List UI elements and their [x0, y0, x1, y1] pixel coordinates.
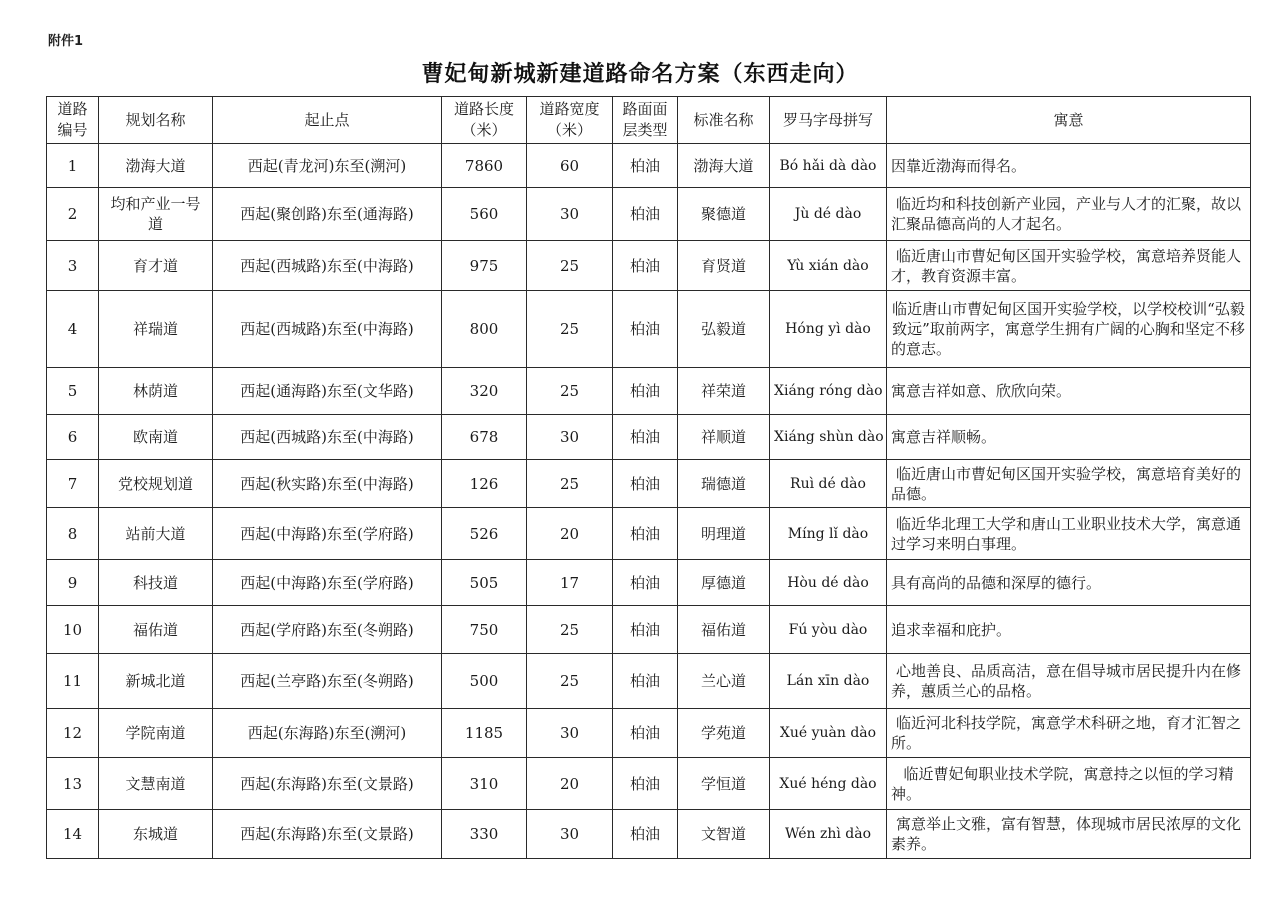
cell-pinyin: Hòu dé dào: [770, 560, 887, 606]
cell-route: 西起(东海路)东至(文景路): [213, 758, 442, 810]
cell-length: 678: [442, 415, 527, 460]
header-plan-name: 规划名称: [99, 97, 213, 144]
table-row: [47, 368, 1251, 415]
header-pinyin: 罗马字母拼写: [770, 97, 887, 144]
cell-no: 6: [47, 415, 99, 460]
cell-width: 25: [527, 368, 613, 415]
cell-std-name: 祥顺道: [678, 415, 770, 460]
cell-route: 西起(青龙河)东至(溯河): [213, 144, 442, 188]
cell-surface: 柏油: [613, 368, 678, 415]
cell-std-name: 育贤道: [678, 241, 770, 291]
cell-std-name: 祥荣道: [678, 368, 770, 415]
cell-plan-name: 学院南道: [99, 709, 213, 758]
cell-pinyin: Jù dé dào: [770, 188, 887, 241]
table-row: [47, 460, 1251, 508]
cell-plan-name: 渤海大道: [99, 144, 213, 188]
header-width: 道路宽度（米）: [527, 97, 613, 144]
cell-meaning: 心地善良、品质高洁，意在倡导城市居民提升内在修养，蕙质兰心的品格。: [887, 654, 1251, 709]
cell-meaning: 临近唐山市曹妃甸区国开实验学校，寓意培养贤能人才，教育资源丰富。: [887, 241, 1251, 291]
cell-surface: 柏油: [613, 144, 678, 188]
cell-surface: 柏油: [613, 508, 678, 560]
table-row: [47, 144, 1251, 188]
cell-meaning: 临近唐山市曹妃甸区国开实验学校，寓意培育美好的品德。: [887, 460, 1251, 508]
table-row: [47, 188, 1251, 241]
cell-std-name: 明理道: [678, 508, 770, 560]
attachment-label: 附件1: [48, 34, 84, 49]
cell-length: 126: [442, 460, 527, 508]
cell-pinyin: Wén zhì dào: [770, 810, 887, 859]
cell-std-name: 聚德道: [678, 188, 770, 241]
cell-width: 25: [527, 291, 613, 368]
cell-meaning: 寓意吉祥顺畅。: [887, 415, 1251, 460]
table-row: [47, 606, 1251, 654]
cell-route: 西起(东海路)东至(文景路): [213, 810, 442, 859]
table-row: [47, 758, 1251, 810]
cell-length: 560: [442, 188, 527, 241]
cell-plan-name: 福佑道: [99, 606, 213, 654]
cell-pinyin: Míng lǐ dào: [770, 508, 887, 560]
cell-std-name: 渤海大道: [678, 144, 770, 188]
cell-pinyin: Xiáng róng dào: [770, 368, 887, 415]
cell-plan-name: 祥瑞道: [99, 291, 213, 368]
cell-length: 526: [442, 508, 527, 560]
cell-std-name: 兰心道: [678, 654, 770, 709]
cell-no: 14: [47, 810, 99, 859]
cell-plan-name: 党校规划道: [99, 460, 213, 508]
cell-no: 5: [47, 368, 99, 415]
cell-surface: 柏油: [613, 415, 678, 460]
cell-meaning: 临近河北科技学院，寓意学术科研之地，育才汇智之所。: [887, 709, 1251, 758]
header-surface: 路面面层类型: [613, 97, 678, 144]
cell-surface: 柏油: [613, 758, 678, 810]
cell-pinyin: Lán xīn dào: [770, 654, 887, 709]
cell-pinyin: Xué héng dào: [770, 758, 887, 810]
header-no: 道路编号: [47, 97, 99, 144]
header-route: 起止点: [213, 97, 442, 144]
cell-route: 西起(西城路)东至(中海路): [213, 241, 442, 291]
cell-pinyin: Yù xián dào: [770, 241, 887, 291]
cell-width: 20: [527, 758, 613, 810]
cell-route: 西起(西城路)东至(中海路): [213, 415, 442, 460]
cell-std-name: 文智道: [678, 810, 770, 859]
cell-length: 310: [442, 758, 527, 810]
cell-surface: 柏油: [613, 709, 678, 758]
table-row: [47, 560, 1251, 606]
cell-no: 13: [47, 758, 99, 810]
cell-meaning: 临近曹妃甸职业技术学院，寓意持之以恒的学习精神。: [887, 758, 1251, 810]
cell-length: 1185: [442, 709, 527, 758]
cell-pinyin: Xiáng shùn dào: [770, 415, 887, 460]
cell-plan-name: 东城道: [99, 810, 213, 859]
cell-pinyin: Bó hǎi dà dào: [770, 144, 887, 188]
table-row: [47, 241, 1251, 291]
cell-plan-name: 站前大道: [99, 508, 213, 560]
cell-route: 西起(兰亭路)东至(冬朔路): [213, 654, 442, 709]
header-std-name: 标准名称: [678, 97, 770, 144]
cell-no: 7: [47, 460, 99, 508]
cell-length: 7860: [442, 144, 527, 188]
cell-no: 1: [47, 144, 99, 188]
table-header-row: [47, 97, 1251, 144]
cell-plan-name: 科技道: [99, 560, 213, 606]
cell-no: 12: [47, 709, 99, 758]
cell-no: 3: [47, 241, 99, 291]
cell-length: 975: [442, 241, 527, 291]
cell-no: 8: [47, 508, 99, 560]
cell-plan-name: 育才道: [99, 241, 213, 291]
table-row: [47, 415, 1251, 460]
cell-width: 25: [527, 654, 613, 709]
cell-meaning: 临近华北理工大学和唐山工业职业技术大学，寓意通过学习来明白事理。: [887, 508, 1251, 560]
cell-length: 320: [442, 368, 527, 415]
cell-surface: 柏油: [613, 291, 678, 368]
cell-width: 17: [527, 560, 613, 606]
cell-no: 10: [47, 606, 99, 654]
cell-length: 750: [442, 606, 527, 654]
document-title: 曹妃甸新城新建道路命名方案（东西走向）: [421, 61, 859, 87]
cell-width: 25: [527, 606, 613, 654]
cell-pinyin: Xué yuàn dào: [770, 709, 887, 758]
header-length: 道路长度（米）: [442, 97, 527, 144]
cell-meaning: 寓意吉祥如意、欣欣向荣。: [887, 368, 1251, 415]
table-row: [47, 810, 1251, 859]
cell-std-name: 学苑道: [678, 709, 770, 758]
table-row: [47, 654, 1251, 709]
cell-std-name: 厚德道: [678, 560, 770, 606]
table-row: [47, 291, 1251, 368]
cell-meaning: 追求幸福和庇护。: [887, 606, 1251, 654]
cell-surface: 柏油: [613, 606, 678, 654]
cell-surface: 柏油: [613, 188, 678, 241]
cell-length: 800: [442, 291, 527, 368]
cell-pinyin: Hóng yì dào: [770, 291, 887, 368]
cell-no: 2: [47, 188, 99, 241]
cell-plan-name: 文慧南道: [99, 758, 213, 810]
cell-surface: 柏油: [613, 654, 678, 709]
cell-no: 11: [47, 654, 99, 709]
table-row: [47, 709, 1251, 758]
cell-route: 西起(秋实路)东至(中海路): [213, 460, 442, 508]
cell-width: 60: [527, 144, 613, 188]
cell-surface: 柏油: [613, 241, 678, 291]
cell-route: 西起(中海路)东至(学府路): [213, 508, 442, 560]
cell-plan-name: 林荫道: [99, 368, 213, 415]
cell-plan-name: 欧南道: [99, 415, 213, 460]
cell-length: 330: [442, 810, 527, 859]
cell-route: 西起(聚创路)东至(通海路): [213, 188, 442, 241]
cell-width: 20: [527, 508, 613, 560]
cell-pinyin: Fú yòu dào: [770, 606, 887, 654]
cell-width: 30: [527, 188, 613, 241]
cell-route: 西起(东海路)东至(溯河): [213, 709, 442, 758]
cell-meaning: 因靠近渤海而得名。: [887, 144, 1251, 188]
cell-surface: 柏油: [613, 560, 678, 606]
cell-std-name: 学恒道: [678, 758, 770, 810]
cell-std-name: 瑞德道: [678, 460, 770, 508]
cell-length: 505: [442, 560, 527, 606]
cell-plan-name: 均和产业一号道: [99, 188, 213, 241]
cell-route: 西起(西城路)东至(中海路): [213, 291, 442, 368]
cell-std-name: 弘毅道: [678, 291, 770, 368]
cell-width: 30: [527, 415, 613, 460]
cell-no: 9: [47, 560, 99, 606]
cell-surface: 柏油: [613, 460, 678, 508]
cell-meaning: 临近均和科技创新产业园，产业与人才的汇聚，故以汇聚品德高尚的人才起名。: [887, 188, 1251, 241]
cell-no: 4: [47, 291, 99, 368]
cell-meaning: 具有高尚的品德和深厚的德行。: [887, 560, 1251, 606]
road-naming-table: [46, 96, 1251, 859]
cell-width: 30: [527, 810, 613, 859]
table-row: [47, 508, 1251, 560]
cell-pinyin: Ruì dé dào: [770, 460, 887, 508]
cell-width: 25: [527, 241, 613, 291]
cell-surface: 柏油: [613, 810, 678, 859]
cell-meaning: 寓意举止文雅，富有智慧，体现城市居民浓厚的文化素养。: [887, 810, 1251, 859]
cell-std-name: 福佑道: [678, 606, 770, 654]
header-meaning: 寓意: [887, 97, 1251, 144]
cell-route: 西起(中海路)东至(学府路): [213, 560, 442, 606]
cell-route: 西起(学府路)东至(冬朔路): [213, 606, 442, 654]
cell-route: 西起(通海路)东至(文华路): [213, 368, 442, 415]
cell-width: 30: [527, 709, 613, 758]
cell-plan-name: 新城北道: [99, 654, 213, 709]
cell-width: 25: [527, 460, 613, 508]
cell-length: 500: [442, 654, 527, 709]
cell-meaning: 临近唐山市曹妃甸区国开实验学校，以学校校训“弘毅致远”取前两字，寓意学生拥有广阔的心胸和坚定不移的意志。: [887, 291, 1251, 368]
